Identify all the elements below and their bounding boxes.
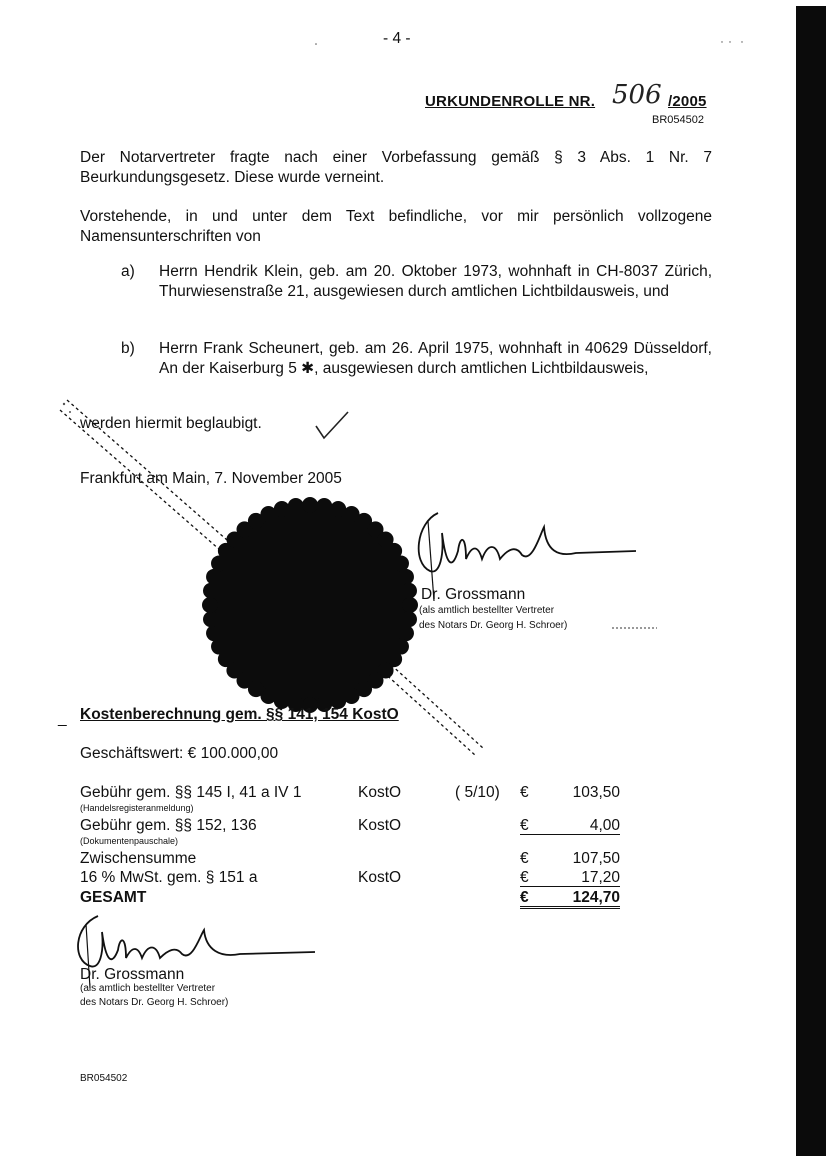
paragraph-prior-involvement: Der Notarvertreter fragte nach einer Vorbefassung gemäß § 3 Abs. 1 Nr. 7 Beurkundungsgesetz. Diese wurde verneint.: [80, 149, 712, 186]
list-label-a: a): [121, 263, 135, 280]
total-currency: €: [520, 889, 529, 906]
cost-row-rate: ( 5/10): [455, 784, 500, 801]
header-title-prefix: URKUNDENROLLE NR.: [425, 93, 596, 110]
cost-row-currency: €: [520, 850, 529, 867]
cost-row-law: KostO: [358, 817, 402, 834]
cost-row-currency: €: [520, 817, 529, 834]
cost-row-label: 16 % MwSt. gem. § 151 a: [80, 869, 258, 886]
signatory1-name: Dr. Grossmann: [421, 586, 526, 603]
cost-row-amount: 4,00: [589, 817, 620, 834]
signatory2-role-line1: (als amtlich bestellter Vertreter: [80, 983, 216, 994]
header-reference: BR054502: [652, 114, 704, 126]
handwritten-roll-number: 506: [612, 80, 662, 110]
cost-row-label: Gebühr gem. §§ 145 I, 41 a IV 1: [80, 784, 302, 801]
cost-row-sub: (Dokumentenpauschale): [80, 836, 179, 846]
header-title-suffix: /2005: [668, 93, 707, 110]
margin-dash: _: [58, 710, 67, 727]
total-label: GESAMT: [80, 889, 147, 906]
cost-row-amount: 17,20: [581, 869, 620, 886]
cost-row-currency: €: [520, 869, 529, 886]
cost-row-currency: €: [520, 784, 529, 801]
list-label-b: b): [121, 340, 135, 357]
footer-reference: BR054502: [80, 1073, 128, 1084]
cost-heading: Kostenberechnung gem. §§ 141, 154 KostO: [80, 706, 399, 723]
signatory2-role-line2: des Notars Dr. Georg H. Schroer): [80, 997, 229, 1008]
signatory1-role-line1: (als amtlich bestellter Vertreter: [419, 605, 555, 616]
list-item-a: Herrn Hendrik Klein, geb. am 20. Oktober 1973, wohnhaft in CH-8037 Zürich, Thurwiesenstraße 21, ausgewiesen durch amtlichen Lichtbildausweis, und: [159, 263, 712, 300]
total-amount: 124,70: [572, 889, 620, 906]
signatory1-role-line2: des Notars Dr. Georg H. Schroer): [419, 620, 568, 631]
page-number: - 4 -: [383, 30, 411, 47]
cost-row-label: Zwischensumme: [80, 850, 197, 867]
cost-row-amount: 107,50: [572, 850, 620, 867]
certification-text: werden hiermit beglaubigt.: [80, 415, 262, 432]
cost-row-law: KostO: [358, 869, 402, 886]
signatory2-name: Dr. Grossmann: [80, 966, 185, 983]
cost-row-label: Gebühr gem. §§ 152, 136: [80, 817, 257, 834]
cost-row-sub: (Handelsregisteranmeldung): [80, 803, 194, 813]
business-value: Geschäftswert: € 100.000,00: [80, 745, 279, 762]
place-date: Frankfurt am Main, 7. November 2005: [80, 470, 342, 487]
list-item-b: Herrn Frank Scheunert, geb. am 26. April 1975, wohnhaft in 40629 Düsseldorf, An der Kaiserburg 5 ✱, ausgewiesen durch amtlichen Lichtbildausweis,: [159, 340, 712, 377]
paragraph-signatures: Vorstehende, in und unter dem Text befindliche, vor mir persönlich vollzogene Namensunterschriften von: [80, 208, 712, 245]
cost-row-law: KostO: [358, 784, 402, 801]
cost-row-amount: 103,50: [572, 784, 620, 801]
